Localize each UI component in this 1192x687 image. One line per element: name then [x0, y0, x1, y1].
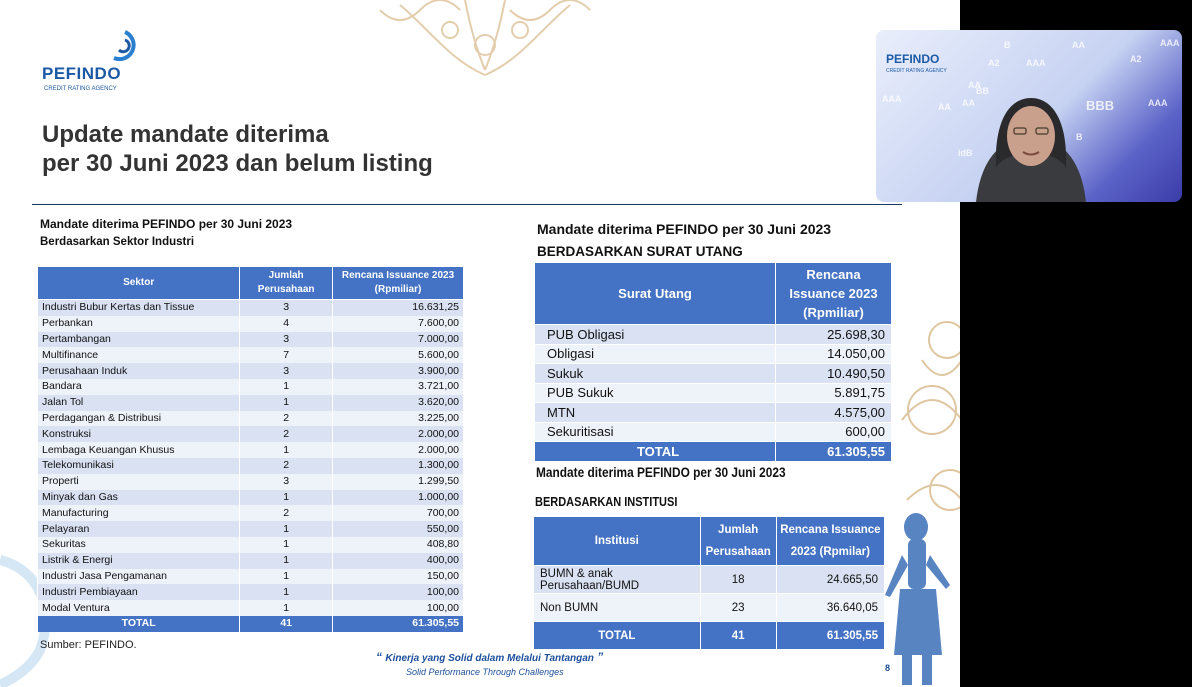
table-row — [38, 300, 464, 316]
total-row — [38, 616, 464, 632]
sektor-name-cell: Industri Bubur Kertas dan Tissue — [38, 300, 240, 316]
rating-watermark: AA — [938, 102, 951, 112]
page-number: 8 — [885, 663, 891, 673]
table-row — [535, 422, 892, 442]
jumlah-cell: 3 — [240, 300, 333, 316]
rencana-cell: 700,00 — [333, 505, 464, 521]
rencana-cell: 1.300,00 — [333, 458, 464, 474]
total-label: TOTAL — [38, 616, 240, 632]
rating-watermark: AA — [1072, 40, 1085, 50]
table-row — [534, 594, 885, 622]
rencana-cell: 3.721,00 — [333, 379, 464, 395]
sektor-name-cell: Industri Jasa Pengamanan — [38, 569, 240, 585]
source-note: Sumber: PEFINDO. — [40, 639, 137, 651]
col-header-sektor: Sektor — [38, 267, 240, 300]
surat-utang-cell: MTN — [535, 403, 776, 423]
rencana-cell: 3.900,00 — [333, 363, 464, 379]
rating-watermark: B — [1004, 40, 1011, 50]
table-row — [535, 383, 892, 403]
rencana-cell: 550,00 — [333, 521, 464, 537]
rencana-cell: 600,00 — [776, 422, 892, 442]
rencana-cell: 14.050,00 — [776, 344, 892, 364]
total-jumlah: 41 — [240, 616, 333, 632]
rencana-cell: 25.698,30 — [776, 325, 892, 345]
col-header-surat-utang: Surat Utang — [535, 263, 776, 325]
rencana-cell: 100,00 — [333, 600, 464, 616]
jumlah-cell: 1 — [240, 395, 333, 411]
webcam-video-tile[interactable] — [876, 30, 1182, 202]
table-row — [535, 403, 892, 423]
sektor-name-cell: Listrik & Energi — [38, 553, 240, 569]
jumlah-cell: 2 — [240, 411, 333, 427]
total-row — [535, 442, 892, 462]
total-row — [534, 622, 885, 650]
sektor-name-cell: Minyak dan Gas — [38, 490, 240, 506]
total-rencana: 61.305,55 — [776, 622, 884, 650]
rencana-cell: 7.000,00 — [333, 332, 464, 348]
col-header-rencana: Rencana Issuance 2023 (Rpmiliar) — [333, 267, 464, 300]
rencana-cell: 36.640,05 — [776, 594, 884, 622]
table-row — [38, 442, 464, 458]
sektor-name-cell: Perbankan — [38, 316, 240, 332]
col-header-jumlah: Jumlah Perusahaan — [240, 267, 333, 300]
sektor-name-cell: Pertambangan — [38, 332, 240, 348]
table-row — [38, 569, 464, 585]
rating-watermark: AAA — [1026, 58, 1046, 68]
sektor-name-cell: Pelayaran — [38, 521, 240, 537]
table-row — [38, 474, 464, 490]
table-row — [38, 521, 464, 537]
sektor-table-body — [38, 300, 464, 632]
table-row — [38, 411, 464, 427]
rencana-cell: 16.631,25 — [333, 300, 464, 316]
rencana-cell: 10.490,50 — [776, 364, 892, 384]
total-jumlah: 41 — [700, 622, 776, 650]
video-background-logo-sub: CREDIT RATING AGENCY — [886, 68, 947, 74]
sektor-table — [37, 266, 464, 632]
sektor-name-cell: Konstruksi — [38, 426, 240, 442]
rating-watermark: AAA — [882, 94, 902, 104]
jumlah-cell: 3 — [240, 363, 333, 379]
open-quote-icon: “ — [376, 650, 386, 664]
sektor-name-cell: Perusahaan Induk — [38, 363, 240, 379]
rating-watermark: AA — [968, 80, 981, 90]
table-row — [38, 505, 464, 521]
rating-watermark: AAA — [1148, 98, 1168, 108]
table-row — [38, 537, 464, 553]
jumlah-cell: 1 — [240, 569, 333, 585]
institusi-cell: BUMN & anak Perusahaan/BUMD — [534, 566, 701, 594]
surat-utang-cell: PUB Obligasi — [535, 325, 776, 345]
table-row — [38, 316, 464, 332]
jumlah-cell: 1 — [240, 490, 333, 506]
table-row — [38, 426, 464, 442]
surat-utang-cell: Obligasi — [535, 344, 776, 364]
institusi-cell: Non BUMN — [534, 594, 701, 622]
jumlah-cell: 4 — [240, 316, 333, 332]
speaker-person-image — [956, 78, 1106, 202]
rencana-cell: 2.000,00 — [333, 426, 464, 442]
institusi-table — [533, 516, 885, 650]
table-row — [535, 325, 892, 345]
wayang-figure-illustration — [880, 505, 960, 687]
rating-watermark: idB — [958, 148, 973, 158]
jumlah-cell: 1 — [240, 537, 333, 553]
rencana-cell: 150,00 — [333, 569, 464, 585]
sektor-name-cell: Telekomunikasi — [38, 458, 240, 474]
surat-utang-cell: PUB Sukuk — [535, 383, 776, 403]
slide-title — [42, 120, 433, 178]
sektor-name-cell: Lembaga Keuangan Khusus — [38, 442, 240, 458]
sektor-subheading: Berdasarkan Sektor Industri — [40, 236, 195, 248]
total-rencana: 61.305,55 — [333, 616, 464, 632]
rating-watermark: AAA — [1160, 38, 1180, 48]
table-row — [38, 347, 464, 363]
rencana-cell: 408,80 — [333, 537, 464, 553]
rating-watermark: BB — [976, 86, 989, 96]
table-row — [38, 490, 464, 506]
table-row — [535, 344, 892, 364]
pefindo-logo — [42, 30, 152, 100]
col-header-jumlah-perusahaan: Jumlah Perusahaan — [700, 517, 776, 566]
slide-title-line-1: Update mandate diterima — [42, 121, 329, 148]
rating-watermark: A2 — [1130, 54, 1142, 64]
batik-ornament-top — [360, 0, 610, 80]
table-row — [534, 566, 885, 594]
sektor-name-cell: Jalan Tol — [38, 395, 240, 411]
rating-watermark: AA — [962, 98, 975, 108]
slide-title-line-2: per 30 Juni 2023 dan belum listing — [42, 150, 433, 177]
rencana-cell: 5.600,00 — [333, 347, 464, 363]
jumlah-cell: 7 — [240, 347, 333, 363]
sektor-heading: Mandate diterima PEFINDO per 30 Juni 2023 — [40, 217, 293, 231]
tagline — [376, 650, 603, 664]
video-background-logo: PEFINDO — [886, 52, 940, 66]
table-row — [38, 379, 464, 395]
rencana-cell: 2.000,00 — [333, 442, 464, 458]
table-row — [535, 364, 892, 384]
rencana-cell: 5.891,75 — [776, 383, 892, 403]
jumlah-cell: 23 — [700, 594, 776, 622]
sektor-name-cell: Perdagangan & Distribusi — [38, 411, 240, 427]
surat-utang-table-body — [535, 325, 892, 462]
sektor-name-cell: Modal Ventura — [38, 600, 240, 616]
jumlah-cell: 1 — [240, 553, 333, 569]
surat-utang-cell: Sukuk — [535, 364, 776, 384]
jumlah-cell: 3 — [240, 474, 333, 490]
table-row — [38, 363, 464, 379]
table-row — [38, 600, 464, 616]
rating-watermark: BBB — [1086, 98, 1115, 113]
surat-subheading: BERDASARKAN SURAT UTANG — [537, 244, 743, 259]
institusi-table-body — [534, 566, 885, 650]
table-row — [38, 553, 464, 569]
jumlah-cell: 1 — [240, 584, 333, 600]
table-row — [38, 332, 464, 348]
table-row — [38, 584, 464, 600]
sektor-name-cell: Industri Pembiayaan — [38, 584, 240, 600]
rating-watermark: B — [1076, 132, 1083, 142]
rencana-cell: 24.665,50 — [776, 566, 884, 594]
jumlah-cell: 2 — [240, 458, 333, 474]
institusi-heading: Mandate diterima PEFINDO per 30 Juni 2023 — [536, 465, 786, 480]
sektor-name-cell: Sekuritas — [38, 537, 240, 553]
close-quote-icon: ” — [593, 650, 604, 664]
pefindo-logo-icon — [110, 30, 140, 68]
sektor-name-cell: Manufacturing — [38, 505, 240, 521]
jumlah-cell: 1 — [240, 600, 333, 616]
rencana-cell: 3.620,00 — [333, 395, 464, 411]
jumlah-cell: 2 — [240, 505, 333, 521]
sektor-name-cell: Multifinance — [38, 347, 240, 363]
jumlah-cell: 1 — [240, 521, 333, 537]
rating-watermark: A2 — [988, 58, 1000, 68]
col-header-institusi: Institusi — [534, 517, 701, 566]
surat-utang-table — [534, 262, 892, 462]
logo-wordmark: PEFINDO — [42, 64, 122, 83]
table-row — [38, 458, 464, 474]
total-rencana: 61.305,55 — [776, 442, 892, 462]
table-row — [38, 395, 464, 411]
institusi-subheading: BERDASARKAN INSTITUSI — [535, 495, 678, 509]
col-header-rencana-issuance-2023: Rencana Issuance 2023 (Rpmilar) — [776, 517, 884, 566]
tagline-text: Kinerja yang Solid dalam Melalui Tantangan — [385, 653, 594, 664]
surat-heading: Mandate diterima PEFINDO per 30 Juni 2023 — [537, 221, 832, 237]
sektor-name-cell: Bandara — [38, 379, 240, 395]
rencana-cell: 3.225,00 — [333, 411, 464, 427]
rencana-cell: 1.000,00 — [333, 490, 464, 506]
sektor-name-cell: Properti — [38, 474, 240, 490]
jumlah-cell: 18 — [700, 566, 776, 594]
total-label: TOTAL — [534, 622, 701, 650]
rencana-cell: 100,00 — [333, 584, 464, 600]
surat-utang-cell: Sekuritisasi — [535, 422, 776, 442]
jumlah-cell: 2 — [240, 426, 333, 442]
tagline-english: Solid Performance Through Challenges — [406, 667, 564, 677]
col-header-rencana-issuance: Rencana Issuance 2023 (Rpmiliar) — [776, 263, 892, 325]
jumlah-cell: 1 — [240, 442, 333, 458]
rencana-cell: 4.575,00 — [776, 403, 892, 423]
total-label: TOTAL — [535, 442, 776, 462]
logo-tagline: CREDIT RATING AGENCY — [44, 86, 117, 92]
title-divider — [32, 204, 902, 205]
rencana-cell: 400,00 — [333, 553, 464, 569]
jumlah-cell: 3 — [240, 332, 333, 348]
rencana-cell: 7.600,00 — [333, 316, 464, 332]
jumlah-cell: 1 — [240, 379, 333, 395]
rencana-cell: 1.299,50 — [333, 474, 464, 490]
